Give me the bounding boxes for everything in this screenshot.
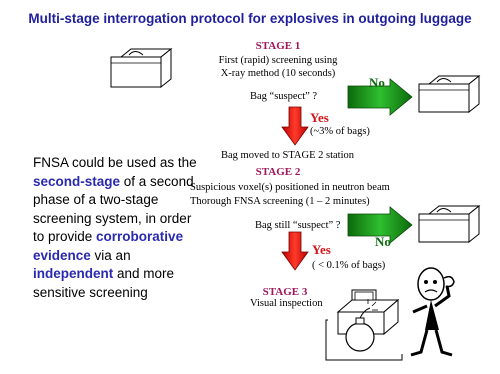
stage2-percentage: ( < 0.1% of bags) bbox=[312, 260, 386, 271]
stage1-question: Bag “suspect” ? bbox=[250, 91, 318, 102]
stage2-line1: Suspicious voxel(s) positioned in neutron beam bbox=[190, 182, 390, 193]
desc-part3: via an bbox=[90, 247, 131, 263]
stage2-no-label: No bbox=[375, 234, 391, 249]
stage1-line2: X-ray method (10 seconds) bbox=[220, 68, 336, 79]
desc-part2: of a second phase of a two-stage screening system, in order to provide bbox=[33, 173, 194, 244]
suitcase-icon bbox=[111, 49, 171, 87]
stage2-yes-label: Yes bbox=[312, 242, 331, 257]
desc-part4: and more sensitive screening bbox=[33, 266, 175, 300]
stage2-heading: STAGE 2 bbox=[255, 166, 301, 178]
stage3-line1: Visual inspection bbox=[250, 298, 323, 309]
yes-arrow-stage2 bbox=[282, 232, 308, 270]
stage2-question: Bag still “suspect” ? bbox=[255, 220, 341, 231]
desc-highlight-corroborative: corroborative evidence bbox=[33, 229, 184, 263]
suitcase-icon bbox=[419, 206, 479, 242]
suitcase-icon bbox=[419, 76, 479, 112]
inspector-figure-icon bbox=[411, 268, 454, 355]
moved-to-stage2: Bag moved to STAGE 2 station bbox=[220, 150, 355, 161]
desc-part1: FNSA could be used as the bbox=[33, 155, 197, 170]
stage1-percentage: (~3% of bags) bbox=[310, 126, 370, 137]
stage1-line1: First (rapid) screening using bbox=[218, 55, 338, 66]
stage1-heading: STAGE 1 bbox=[255, 40, 301, 52]
page-title: Multi-stage interrogation protocol for explosives in outgoing luggage bbox=[28, 11, 472, 26]
stage1-no-label: No bbox=[369, 75, 385, 90]
stage3-heading: STAGE 3 bbox=[262, 286, 308, 298]
stage2-line2: Thorough FNSA screening (1 – 2 minutes) bbox=[190, 196, 370, 207]
yes-arrow-stage1 bbox=[282, 107, 308, 145]
stage1-yes-label: Yes bbox=[310, 110, 329, 125]
desc-highlight-second-stage: second-stage bbox=[33, 173, 121, 189]
left-description bbox=[33, 154, 198, 302]
desc-highlight-independent: independent bbox=[33, 266, 114, 281]
